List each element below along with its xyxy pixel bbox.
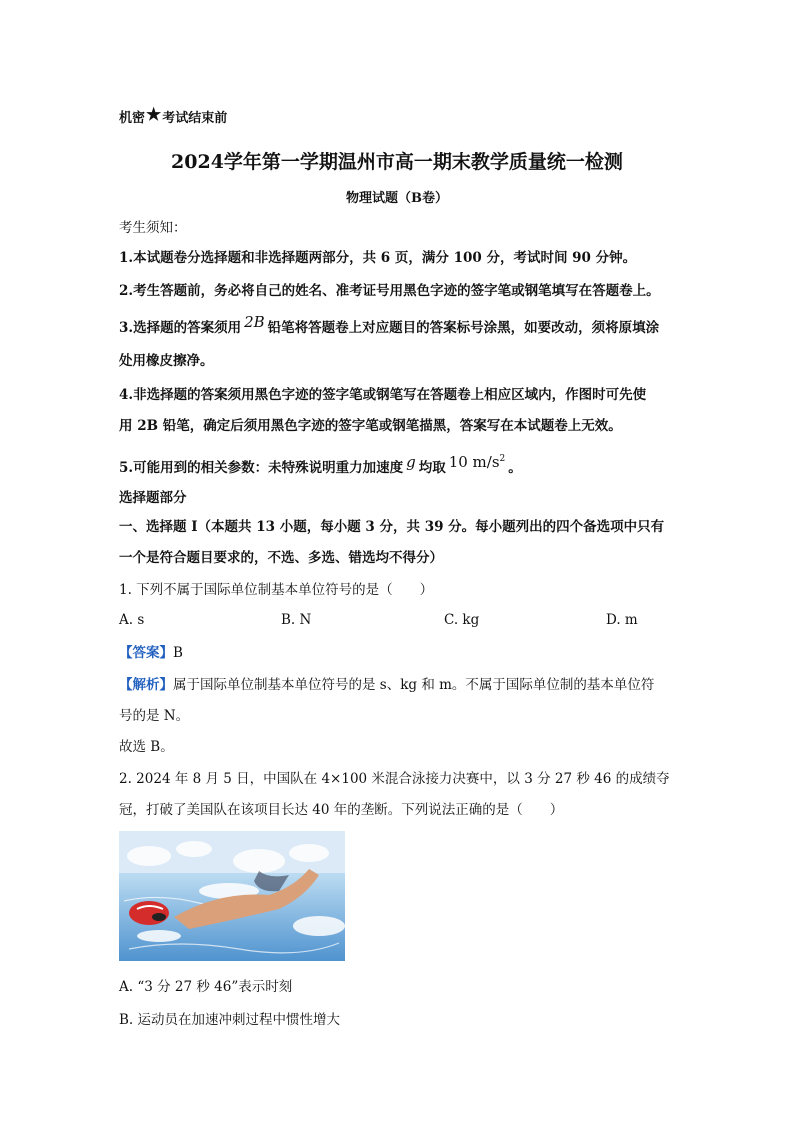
analysis-tag: 【解析】 [119,677,173,693]
gravity-symbol: g [406,453,416,471]
notice-item-4-cont: 用 2B 铅笔，确定后须用黑色字迹的签字笔或钢笔描黑，答案写在本试题卷上无效。 [119,418,622,434]
q1-answer: 【答案】B [119,645,183,661]
notice-heading: 考生须知： [119,220,187,236]
q1-option-a: A. s [119,612,145,628]
pencil-grade-math: 2B [244,313,265,331]
swimmer-illustration [119,831,345,961]
notice-item-2: 2.考生答题前，务必将自己的姓名、准考证号用黑色字迹的签字笔或钢笔填写在答题卷上。 [119,283,660,299]
section-heading-cont: 一个是符合题目要求的，不选、多选、错选均不得分） [119,550,443,566]
section-heading: 一、选择题 I（本题共 13 小题，每小题 3 分，共 39 分。每小题列出的四个备选项中只有 [119,519,665,535]
page-title: 2024学年第一学期温州市高一期末教学质量统一检测 [171,151,623,173]
confidential-label: 机密 [119,111,146,126]
exam-end-label: 考试结束前 [162,111,228,126]
confidential-header [119,105,228,128]
q2-option-a: A. “3 分 27 秒 46”表示时刻 [119,979,293,995]
q2-option-b: B. 运动员在加速冲刺过程中惯性增大 [119,1012,341,1028]
q1-analysis-cont: 号的是 N。 [119,708,190,724]
q1-option-b: B. N [281,612,312,628]
q1-conclusion: 故选 B。 [119,739,174,755]
section-label: 选择题部分 [119,490,187,506]
gravity-value: 10 $m/s^2$ [448,453,506,471]
question-2-stem: 2. 2024 年 8 月 5 日，中国队在 4×100 米混合泳接力决赛中，以 3 分 27 秒 46 的成绩夺 [119,771,670,787]
page-subtitle: 物理试题（B卷） [346,191,448,206]
notice-item-3: 3.选择题的答案须用 2B 铅笔将答题卷上对应题目的答案标号涂黑，如要改动，须将原填涂 [119,313,660,336]
notice-item-5: 5.可能用到的相关参数：未特殊说明重力加速度 g 均取 10 $m/s^2$。 [119,453,522,476]
q1-option-d: D. m [606,612,638,628]
question-1-stem: 1. 下列不属于国际单位制基本单位符号的是（ ） [119,582,434,598]
q1-option-c: C. kg [444,612,480,628]
notice-item-3-cont: 处用橡皮擦净。 [119,353,214,369]
question-2-stem-cont: 冠，打破了美国队在该项目长达 40 年的垄断。下列说法正确的是（ ） [119,802,564,818]
notice-item-1: 1.本试题卷分选择题和非选择题两部分，共 6 页，满分 100 分，考试时间 90 分钟。 [119,250,637,266]
star-icon: ★ [146,105,162,125]
q1-analysis: 【解析】属于国际单位制基本单位符号的是 s、kg 和 m。不属于国际单位制的基本单位符 [119,677,655,693]
swimmer-photo [119,831,345,961]
notice-item-4: 4.非选择题的答案须用黑色字迹的签字笔或钢笔写在答题卷上相应区域内，作图时可先使 [119,387,647,403]
answer-tag: 【答案】 [119,645,173,661]
